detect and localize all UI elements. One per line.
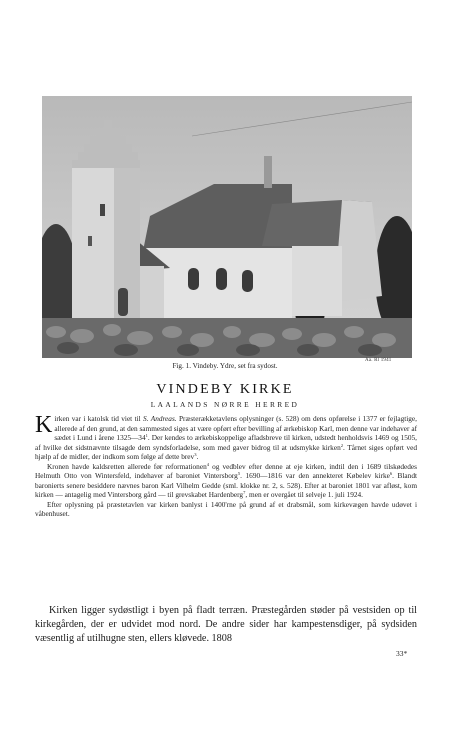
intro-paragraph-2: Kronen havde kaldsretten allerede før reformationen$^4$ og vedblev efter denne at eje kirken, indtil den i 1689 tilskødedes Helmuth Otto von Wintersfeld, indehaver af baroniet Vintersborg$^5$. 1690—1816 var den annekteret Købelev kirke$^6$. Blandt baronierts senere besiddere nævnes baron Karl Vilhelm Gedde (sml. klokke nr. 2, s. 528). Efter at baroniet 1801 var afløst, kom kirken — antagelig med Vintersborg gård — til grevskabet Hardenberg$^7$, men er overgået til selveje 1. juli 1924. — [35, 461, 417, 500]
footnote-ref[interactable]: 6 — [389, 471, 393, 477]
intro-text — [35, 414, 417, 519]
body-text — [35, 604, 417, 647]
footnote-ref[interactable]: 1 — [145, 433, 148, 439]
footnote-ref[interactable]: 2 — [340, 442, 344, 448]
figure-caption: Fig. 1. Vindeby. Ydre, set fra sydost. — [172, 362, 278, 370]
page-subtitle: LAALANDS NØRRE HERRED — [150, 400, 300, 409]
photo-credit: Aa. Rl 1941 — [365, 358, 392, 363]
drop-cap: K — [35, 412, 53, 438]
intro-paragraph-3: Efter oplysning på præstetavlen var kirken banlyst i 1400'rne på grund af et drabsmål, som kirkevægen havde udøvet i våbenhuset. — [35, 499, 417, 519]
church-photograph — [42, 96, 412, 358]
page-title: VINDEBY KIRKE — [156, 382, 294, 397]
footnote-ref[interactable]: 5 — [237, 471, 241, 477]
intro-paragraph-1: Kirken var i katolsk tid viet til S. Andreas. Præsterækketavlens oplysninger (s. 528) om dens opførelse i 1377 er fejlagtige, allerede af den grund, at den sammested siges at være opført efter bevilling af ærkebiskop Karl, men denne var indehaver af sædet i Lund i årene $1325—34^1$. Der kendes to ærkebiskoppelige afladsbreve til kirken, udstedt henholdsvis 1469 og 1505, af hvilke det sidstnævnte tilsagde dem syndsforladelse, som med gaver bidrog til at udsmykke kirken$^2$. Tårnet siges opført ved hjælp af de midler, der indkom som følge af dette brev$^3$. — [35, 412, 417, 462]
footnote-ref[interactable]: 3 — [194, 452, 197, 458]
page-number: 33* — [396, 649, 408, 658]
body-paragraph-1: Kirken ligger sydøstligt i byen på fladt terræn. Præstegården støder på vestsiden op til kirkegården, der er udvidet mod nord. De andre sider har kampestensdiger, på sydsiden væsentlig af utilhugne sten, ellers kløvede. 1808 — [35, 605, 417, 645]
footnote-ref[interactable]: 7 — [243, 490, 246, 496]
footnote-ref[interactable]: 4 — [206, 461, 210, 467]
